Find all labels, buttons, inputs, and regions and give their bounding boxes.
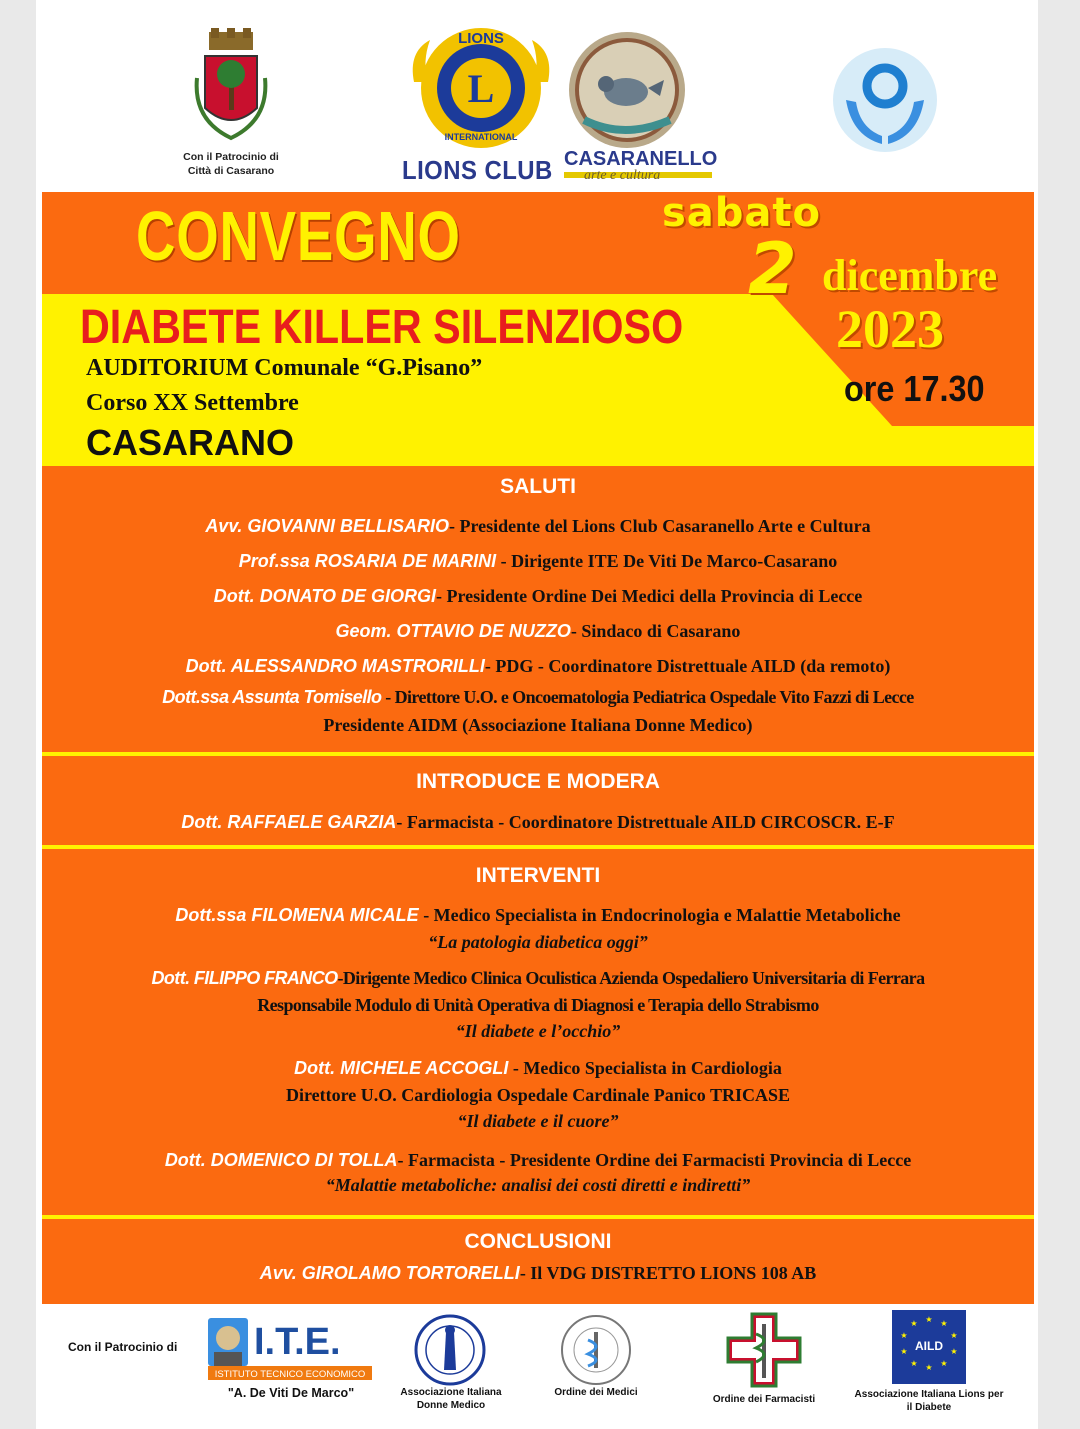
casarano-crest-icon — [191, 28, 271, 144]
venue-line-1: AUDITORIUM Comunale “G.Pisano” — [86, 355, 483, 381]
speaker-role: Direttore U.O. Cardiologia Ospedale Cardinale Panico TRICASE — [286, 1085, 790, 1105]
talk-topic: “Il diabete e il cuore” — [457, 1111, 619, 1131]
convegno-heading: CONVEGNO — [136, 197, 461, 275]
lions-ring-top-text: LIONS — [458, 30, 504, 47]
event-city: CASARANO — [86, 422, 295, 463]
casaranello-mosaic-icon — [564, 30, 690, 150]
speaker-name: Dott. MICHELE ACCOGLI — [294, 1058, 509, 1078]
saluti-extra-line — [42, 714, 1034, 736]
intervento-row-cont — [42, 1084, 1034, 1106]
saluti-row — [42, 585, 1034, 607]
speaker-name: Dott.ssa FILOMENA MICALE — [175, 905, 419, 925]
month-label: dicembre — [822, 251, 998, 300]
modera-heading: INTRODUCE E MODERA — [416, 770, 660, 793]
speaker-name: Prof.ssa ROSARIA DE MARINI — [238, 551, 497, 571]
speaker-role: - Dirigente ITE De Viti De Marco-Casarano — [496, 551, 838, 571]
intervento-row — [42, 967, 1034, 989]
speaker-name: Dott. DONATO DE GIORGI — [213, 586, 437, 606]
poster — [36, 0, 1038, 1429]
conclusioni-heading: CONCLUSIONI — [464, 1230, 612, 1253]
svg-text:★: ★ — [925, 1315, 933, 1324]
saluti-row — [42, 686, 1034, 708]
svg-text:★: ★ — [940, 1359, 948, 1368]
svg-text:★: ★ — [910, 1319, 918, 1328]
ite-sub-text: ISTITUTO TECNICO ECONOMICO — [214, 1369, 366, 1380]
ordine-farmacisti-label: Ordine dei Farmacisti — [712, 1394, 816, 1405]
patronage-city-text: Città di Casarano — [187, 165, 275, 177]
patronage-top-label — [156, 150, 306, 178]
saluti-row — [42, 655, 1034, 677]
weekday-label: sabato — [662, 190, 822, 236]
svg-text:★: ★ — [900, 1347, 908, 1356]
aild-hands-logo-icon — [832, 40, 938, 166]
talk-topic: “La patologia diabetica oggi” — [428, 932, 648, 952]
aidm-logo-icon — [410, 1314, 490, 1386]
saluti-row — [42, 550, 1034, 572]
footer-patronage-label: Con il Patrocinio di — [68, 1340, 178, 1354]
svg-text:★: ★ — [950, 1347, 958, 1356]
interventi-heading: INTERVENTI — [475, 864, 601, 887]
svg-text:★: ★ — [925, 1363, 933, 1372]
saluti-heading: SALUTI — [500, 475, 576, 498]
saluti-row — [42, 620, 1034, 642]
svg-text:★: ★ — [940, 1319, 948, 1328]
speaker-name: Geom. OTTAVIO DE NUZZO — [335, 621, 571, 641]
section-divider — [42, 1215, 1034, 1219]
ite-logo-text: I.T.E. — [254, 1321, 341, 1363]
aild-label: Associazione Italiana Lions per il Diabete — [854, 1389, 1004, 1413]
speaker-name: Dott.ssa Assunta Tomisello — [162, 687, 382, 707]
venue-line-2: Corso XX Settembre — [86, 390, 299, 416]
moderator-role: - Farmacista - Coordinatore Distrettuale AILD CIRCOSCR. E-F — [396, 812, 895, 832]
speaker-role: - Presidente Ordine Dei Medici della Provincia di Lecce — [436, 586, 863, 606]
section-divider — [42, 752, 1034, 756]
header-logos — [36, 0, 1038, 192]
speaker-name: Dott. ALESSANDRO MASTRORILLI — [185, 656, 485, 676]
lions-international-logo-icon — [408, 22, 554, 154]
saluti-row — [42, 515, 1034, 537]
ordine-farmacisti-cross-icon — [726, 1312, 802, 1388]
talk-topic: “Il diabete e l’occhio” — [455, 1021, 621, 1041]
speaker-role: - Il VDG DISTRETTO LIONS 108 AB — [519, 1263, 817, 1283]
speaker-name: Avv. GIROLAMO TORTORELLI — [259, 1263, 520, 1283]
casaranello-sub-label: arte e cultura — [584, 168, 661, 183]
intervento-row-cont — [42, 994, 1034, 1016]
intervento-row — [42, 1149, 1034, 1171]
speaker-role: Responsabile Modulo di Unità Operativa di Diagnosi e Terapia dello Strabismo — [257, 995, 819, 1015]
footer-logos — [36, 1306, 1038, 1429]
svg-text:L: L — [467, 66, 495, 111]
lions-ring-bottom-text: INTERNATIONAL — [444, 132, 518, 142]
aidm-label: Associazione Italiana Donne Medico — [400, 1387, 502, 1411]
speaker-name: Dott. DOMENICO DI TOLLA — [164, 1150, 398, 1170]
modera-row — [42, 811, 1034, 833]
speaker-role: - PDG - Coordinatore Distrettuale AILD (da remoto) — [484, 656, 891, 676]
aild-logo-text: AILD — [915, 1339, 943, 1353]
ordine-medici-label: Ordine dei Medici — [554, 1387, 638, 1398]
speaker-role: -Dirigente Medico Clinica Oculistica Azienda Ospedaliero Universitaria di Ferrara — [337, 968, 925, 988]
intervento-row — [42, 904, 1034, 926]
speaker-name: Dott. FILIPPO FRANCO — [151, 968, 338, 988]
ite-logo-icon — [208, 1318, 372, 1382]
talk-topic: “Malattie metaboliche: analisi dei costi diretti e indiretti” — [325, 1175, 751, 1195]
ordine-medici-logo-icon — [556, 1314, 636, 1386]
speaker-role: - Presidente del Lions Club Casaranello Arte e Cultura — [449, 516, 871, 536]
svg-text:★: ★ — [900, 1331, 908, 1340]
svg-text:★: ★ — [950, 1331, 958, 1340]
speaker-role: - Direttore U.O. e Oncoematologia Pediatrica Ospedale Vito Fazzi di Lecce — [381, 687, 914, 707]
speaker-name: Avv. GIOVANNI BELLISARIO — [205, 516, 450, 536]
speaker-role: Presidente AIDM (Associazione Italiana Donne Medico) — [323, 715, 753, 735]
event-time: ore 17.30 — [844, 368, 985, 409]
year-label: 2023 — [836, 299, 944, 359]
intervento-row — [42, 1057, 1034, 1079]
lions-club-label: LIONS CLUB — [402, 155, 553, 185]
day-number: 2 — [748, 228, 797, 310]
speaker-role: - Medico Specialista in Endocrinologia e Malattie Metaboliche — [418, 905, 901, 925]
conclusioni-row — [42, 1262, 1034, 1284]
casaranello-label: CASARANELLO — [564, 148, 718, 170]
ite-name-label: "A. De Viti De Marco" — [227, 1386, 355, 1400]
aild-eu-logo-icon — [892, 1310, 966, 1384]
moderator-name: Dott. RAFFAELE GARZIA — [181, 812, 397, 832]
patronage-top-text: Con il Patrocinio di — [183, 151, 279, 163]
speaker-role: - Sindaco di Casarano — [570, 621, 741, 641]
svg-text:★: ★ — [910, 1359, 918, 1368]
speaker-role: - Medico Specialista in Cardiologia — [508, 1058, 782, 1078]
speaker-role: - Farmacista - Presidente Ordine dei Farmacisti Provincia di Lecce — [397, 1150, 912, 1170]
event-title: DIABETE KILLER SILENZIOSO — [80, 301, 684, 354]
section-divider — [42, 845, 1034, 849]
